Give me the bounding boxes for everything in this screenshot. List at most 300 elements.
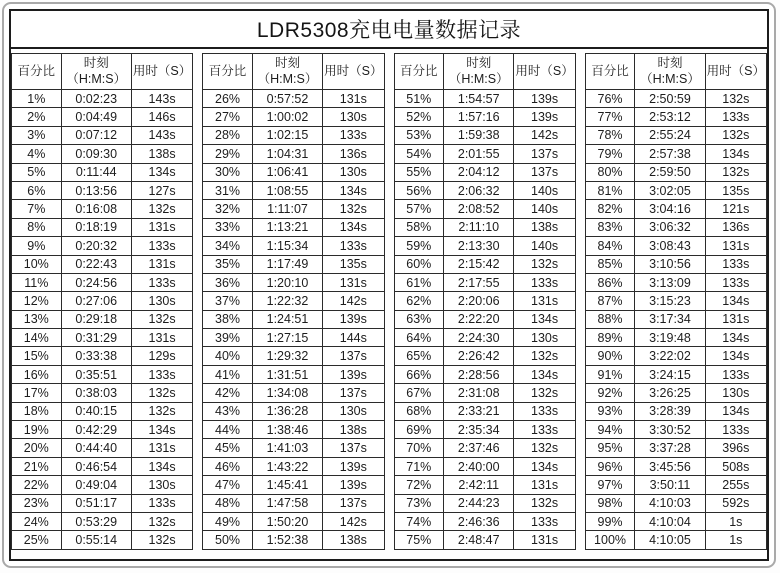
table-row bbox=[585, 292, 766, 310]
cell-time: 2:26:42 bbox=[444, 347, 514, 365]
cell-time: 0:04:49 bbox=[61, 108, 131, 126]
table-row bbox=[203, 329, 384, 347]
cell-percent: 100% bbox=[585, 531, 635, 550]
cell-duration: 133s bbox=[131, 237, 192, 255]
table-body bbox=[394, 90, 575, 550]
table-row bbox=[12, 126, 193, 144]
table-row bbox=[585, 90, 766, 108]
table-body bbox=[203, 90, 384, 550]
cell-percent: 12% bbox=[12, 292, 62, 310]
table-row bbox=[12, 365, 193, 383]
cell-duration: 133s bbox=[131, 494, 192, 512]
table-row bbox=[394, 181, 575, 199]
table-row bbox=[12, 163, 193, 181]
table-row bbox=[394, 237, 575, 255]
table-row bbox=[585, 218, 766, 236]
cell-percent: 17% bbox=[12, 384, 62, 402]
col-header-duration: 用时（S） bbox=[323, 54, 384, 90]
table-row bbox=[12, 384, 193, 402]
table-row bbox=[585, 126, 766, 144]
cell-duration: 131s bbox=[514, 476, 575, 494]
cell-time: 2:01:55 bbox=[444, 145, 514, 163]
table-row bbox=[12, 421, 193, 439]
cell-percent: 37% bbox=[203, 292, 253, 310]
cell-duration: 134s bbox=[514, 457, 575, 475]
cell-percent: 82% bbox=[585, 200, 635, 218]
cell-time: 2:44:23 bbox=[444, 494, 514, 512]
cell-percent: 88% bbox=[585, 310, 635, 328]
table-row bbox=[12, 145, 193, 163]
cell-duration: 129s bbox=[131, 347, 192, 365]
cell-time: 1:52:38 bbox=[252, 531, 322, 550]
cell-percent: 24% bbox=[12, 512, 62, 530]
table-row bbox=[203, 310, 384, 328]
cell-time: 2:20:06 bbox=[444, 292, 514, 310]
cell-time: 1:29:32 bbox=[252, 347, 322, 365]
cell-percent: 73% bbox=[394, 494, 444, 512]
cell-duration: 132s bbox=[514, 255, 575, 273]
cell-duration: 133s bbox=[514, 512, 575, 530]
cell-percent: 8% bbox=[12, 218, 62, 236]
cell-duration: 146s bbox=[131, 108, 192, 126]
header-row bbox=[12, 54, 193, 90]
table-row bbox=[585, 512, 766, 530]
cell-duration: 140s bbox=[514, 200, 575, 218]
cell-duration: 133s bbox=[514, 273, 575, 291]
cell-time: 0:38:03 bbox=[61, 384, 131, 402]
cell-percent: 19% bbox=[12, 421, 62, 439]
cell-time: 2:59:50 bbox=[635, 163, 705, 181]
table-row bbox=[203, 181, 384, 199]
cell-time: 1:43:22 bbox=[252, 457, 322, 475]
cell-percent: 69% bbox=[394, 421, 444, 439]
cell-percent: 97% bbox=[585, 476, 635, 494]
table-row bbox=[203, 200, 384, 218]
cell-percent: 40% bbox=[203, 347, 253, 365]
cell-duration: 1s bbox=[705, 531, 766, 550]
table-row bbox=[585, 273, 766, 291]
table-row bbox=[394, 329, 575, 347]
table-row bbox=[203, 531, 384, 550]
col-header-percent: 百分比 bbox=[203, 54, 253, 90]
cell-time: 4:10:05 bbox=[635, 531, 705, 550]
cell-time: 2:40:00 bbox=[444, 457, 514, 475]
cell-time: 2:11:10 bbox=[444, 218, 514, 236]
cell-time: 3:26:25 bbox=[635, 384, 705, 402]
cell-duration: 132s bbox=[131, 512, 192, 530]
table-row bbox=[585, 329, 766, 347]
cell-duration: 133s bbox=[131, 365, 192, 383]
cell-time: 1:47:58 bbox=[252, 494, 322, 512]
table-row bbox=[394, 347, 575, 365]
cell-duration: 137s bbox=[514, 163, 575, 181]
table-row bbox=[203, 365, 384, 383]
cell-percent: 5% bbox=[12, 163, 62, 181]
data-table-group-4 bbox=[585, 53, 767, 550]
table-row bbox=[585, 163, 766, 181]
data-table-group-3 bbox=[394, 53, 576, 550]
cell-time: 2:55:24 bbox=[635, 126, 705, 144]
cell-time: 0:55:14 bbox=[61, 531, 131, 550]
cell-duration: 132s bbox=[705, 90, 766, 108]
cell-percent: 64% bbox=[394, 329, 444, 347]
cell-percent: 52% bbox=[394, 108, 444, 126]
cell-duration: 134s bbox=[131, 421, 192, 439]
cell-time: 3:24:15 bbox=[635, 365, 705, 383]
cell-percent: 78% bbox=[585, 126, 635, 144]
cell-percent: 86% bbox=[585, 273, 635, 291]
cell-percent: 68% bbox=[394, 402, 444, 420]
cell-time: 1:22:32 bbox=[252, 292, 322, 310]
cell-time: 1:54:57 bbox=[444, 90, 514, 108]
table-row bbox=[203, 512, 384, 530]
cell-duration: 127s bbox=[131, 181, 192, 199]
cell-percent: 13% bbox=[12, 310, 62, 328]
cell-percent: 42% bbox=[203, 384, 253, 402]
table-row bbox=[394, 531, 575, 550]
table-row bbox=[12, 200, 193, 218]
table-row bbox=[585, 365, 766, 383]
cell-time: 3:30:52 bbox=[635, 421, 705, 439]
table-row bbox=[585, 145, 766, 163]
cell-percent: 53% bbox=[394, 126, 444, 144]
cell-time: 0:33:38 bbox=[61, 347, 131, 365]
table-row bbox=[203, 273, 384, 291]
cell-duration: 135s bbox=[705, 181, 766, 199]
cell-duration: 142s bbox=[323, 292, 384, 310]
cell-time: 3:06:32 bbox=[635, 218, 705, 236]
cell-percent: 34% bbox=[203, 237, 253, 255]
cell-percent: 10% bbox=[12, 255, 62, 273]
cell-percent: 58% bbox=[394, 218, 444, 236]
table-body bbox=[585, 90, 766, 550]
cell-percent: 35% bbox=[203, 255, 253, 273]
cell-duration: 396s bbox=[705, 439, 766, 457]
cell-percent: 36% bbox=[203, 273, 253, 291]
cell-duration: 132s bbox=[131, 200, 192, 218]
cell-time: 0:27:06 bbox=[61, 292, 131, 310]
cell-percent: 31% bbox=[203, 181, 253, 199]
cell-duration: 133s bbox=[131, 273, 192, 291]
cell-percent: 72% bbox=[394, 476, 444, 494]
table-row bbox=[12, 402, 193, 420]
table-row bbox=[585, 531, 766, 550]
table-row bbox=[203, 237, 384, 255]
cell-percent: 70% bbox=[394, 439, 444, 457]
cell-percent: 18% bbox=[12, 402, 62, 420]
cell-time: 3:19:48 bbox=[635, 329, 705, 347]
cell-time: 2:08:52 bbox=[444, 200, 514, 218]
cell-duration: 133s bbox=[323, 237, 384, 255]
table-row bbox=[12, 181, 193, 199]
table-row bbox=[203, 421, 384, 439]
cell-percent: 71% bbox=[394, 457, 444, 475]
cell-time: 2:28:56 bbox=[444, 365, 514, 383]
cell-duration: 137s bbox=[514, 145, 575, 163]
cell-percent: 14% bbox=[12, 329, 62, 347]
cell-percent: 91% bbox=[585, 365, 635, 383]
table-row bbox=[203, 163, 384, 181]
cell-percent: 95% bbox=[585, 439, 635, 457]
cell-percent: 65% bbox=[394, 347, 444, 365]
table-row bbox=[394, 292, 575, 310]
cell-time: 1:59:38 bbox=[444, 126, 514, 144]
table-row bbox=[12, 108, 193, 126]
cell-duration: 134s bbox=[705, 329, 766, 347]
cell-time: 1:02:15 bbox=[252, 126, 322, 144]
table-row bbox=[203, 457, 384, 475]
cell-duration: 255s bbox=[705, 476, 766, 494]
table-row bbox=[203, 292, 384, 310]
cell-duration: 140s bbox=[514, 237, 575, 255]
cell-time: 1:04:31 bbox=[252, 145, 322, 163]
cell-time: 1:41:03 bbox=[252, 439, 322, 457]
cell-percent: 61% bbox=[394, 273, 444, 291]
table-row bbox=[394, 512, 575, 530]
cell-percent: 1% bbox=[12, 90, 62, 108]
cell-percent: 48% bbox=[203, 494, 253, 512]
cell-time: 3:04:16 bbox=[635, 200, 705, 218]
cell-time: 3:17:34 bbox=[635, 310, 705, 328]
cell-duration: 137s bbox=[323, 347, 384, 365]
cell-duration: 144s bbox=[323, 329, 384, 347]
cell-percent: 7% bbox=[12, 200, 62, 218]
cell-percent: 22% bbox=[12, 476, 62, 494]
cell-duration: 133s bbox=[514, 421, 575, 439]
cell-percent: 63% bbox=[394, 310, 444, 328]
col-header-time: 时刻 （H:M:S） bbox=[61, 54, 131, 90]
cell-time: 2:57:38 bbox=[635, 145, 705, 163]
table-row bbox=[585, 384, 766, 402]
cell-time: 3:13:09 bbox=[635, 273, 705, 291]
table-row bbox=[203, 439, 384, 457]
cell-duration: 138s bbox=[323, 421, 384, 439]
cell-percent: 21% bbox=[12, 457, 62, 475]
cell-percent: 46% bbox=[203, 457, 253, 475]
cell-percent: 76% bbox=[585, 90, 635, 108]
table-row bbox=[12, 476, 193, 494]
cell-time: 2:42:11 bbox=[444, 476, 514, 494]
cell-time: 0:13:56 bbox=[61, 181, 131, 199]
table-row bbox=[12, 531, 193, 550]
cell-time: 2:06:32 bbox=[444, 181, 514, 199]
page-title: LDR5308充电电量数据记录 bbox=[11, 11, 767, 49]
table-row bbox=[585, 457, 766, 475]
data-record-table bbox=[9, 9, 769, 561]
cell-time: 1:08:55 bbox=[252, 181, 322, 199]
table-row bbox=[585, 494, 766, 512]
table-body bbox=[12, 90, 193, 550]
cell-percent: 57% bbox=[394, 200, 444, 218]
cell-time: 0:20:32 bbox=[61, 237, 131, 255]
cell-time: 0:53:29 bbox=[61, 512, 131, 530]
cell-duration: 132s bbox=[705, 126, 766, 144]
table-row bbox=[585, 439, 766, 457]
table-row bbox=[203, 384, 384, 402]
cell-duration: 138s bbox=[323, 531, 384, 550]
table-row bbox=[12, 494, 193, 512]
cell-time: 2:46:36 bbox=[444, 512, 514, 530]
table-row bbox=[585, 255, 766, 273]
cell-time: 1:15:34 bbox=[252, 237, 322, 255]
cell-percent: 33% bbox=[203, 218, 253, 236]
table-row bbox=[394, 365, 575, 383]
cell-percent: 23% bbox=[12, 494, 62, 512]
cell-percent: 47% bbox=[203, 476, 253, 494]
cell-duration: 133s bbox=[705, 255, 766, 273]
cell-duration: 131s bbox=[131, 218, 192, 236]
table-row bbox=[12, 255, 193, 273]
cell-percent: 80% bbox=[585, 163, 635, 181]
cell-duration: 130s bbox=[131, 476, 192, 494]
table-row bbox=[394, 108, 575, 126]
cell-duration: 131s bbox=[514, 531, 575, 550]
header-row bbox=[394, 54, 575, 90]
col-header-percent: 百分比 bbox=[585, 54, 635, 90]
cell-time: 2:04:12 bbox=[444, 163, 514, 181]
table-row bbox=[394, 310, 575, 328]
table-row bbox=[585, 310, 766, 328]
cell-duration: 130s bbox=[705, 384, 766, 402]
table-row bbox=[585, 200, 766, 218]
cell-time: 3:15:23 bbox=[635, 292, 705, 310]
table-row bbox=[394, 145, 575, 163]
cell-time: 1:11:07 bbox=[252, 200, 322, 218]
table-row bbox=[203, 90, 384, 108]
cell-percent: 98% bbox=[585, 494, 635, 512]
cell-duration: 131s bbox=[705, 237, 766, 255]
cell-percent: 89% bbox=[585, 329, 635, 347]
col-header-percent: 百分比 bbox=[394, 54, 444, 90]
cell-duration: 130s bbox=[323, 402, 384, 420]
cell-duration: 137s bbox=[323, 494, 384, 512]
cell-percent: 50% bbox=[203, 531, 253, 550]
cell-duration: 134s bbox=[705, 402, 766, 420]
cell-percent: 75% bbox=[394, 531, 444, 550]
cell-percent: 55% bbox=[394, 163, 444, 181]
table-row bbox=[585, 181, 766, 199]
table-row bbox=[203, 145, 384, 163]
cell-duration: 592s bbox=[705, 494, 766, 512]
cell-duration: 143s bbox=[131, 90, 192, 108]
cell-percent: 16% bbox=[12, 365, 62, 383]
cell-duration: 138s bbox=[514, 218, 575, 236]
cell-duration: 134s bbox=[131, 163, 192, 181]
cell-time: 0:18:19 bbox=[61, 218, 131, 236]
cell-duration: 134s bbox=[514, 365, 575, 383]
cell-time: 1:57:16 bbox=[444, 108, 514, 126]
cell-duration: 121s bbox=[705, 200, 766, 218]
cell-duration: 133s bbox=[514, 402, 575, 420]
cell-duration: 136s bbox=[323, 145, 384, 163]
cell-percent: 29% bbox=[203, 145, 253, 163]
col-header-duration: 用时（S） bbox=[514, 54, 575, 90]
cell-time: 1:50:20 bbox=[252, 512, 322, 530]
cell-duration: 142s bbox=[514, 126, 575, 144]
cell-percent: 45% bbox=[203, 439, 253, 457]
cell-time: 2:37:46 bbox=[444, 439, 514, 457]
table-row bbox=[394, 384, 575, 402]
cell-percent: 56% bbox=[394, 181, 444, 199]
cell-time: 3:08:43 bbox=[635, 237, 705, 255]
table-row bbox=[203, 494, 384, 512]
cell-duration: 136s bbox=[705, 218, 766, 236]
cell-duration: 143s bbox=[131, 126, 192, 144]
cell-duration: 134s bbox=[705, 145, 766, 163]
table-row bbox=[394, 494, 575, 512]
data-table-group-1 bbox=[11, 53, 193, 550]
cell-time: 3:45:56 bbox=[635, 457, 705, 475]
cell-duration: 133s bbox=[323, 126, 384, 144]
cell-percent: 54% bbox=[394, 145, 444, 163]
cell-duration: 130s bbox=[514, 329, 575, 347]
table-row bbox=[585, 108, 766, 126]
table-row bbox=[394, 255, 575, 273]
cell-percent: 93% bbox=[585, 402, 635, 420]
cell-duration: 131s bbox=[131, 329, 192, 347]
cell-time: 0:29:18 bbox=[61, 310, 131, 328]
table-row bbox=[585, 421, 766, 439]
cell-percent: 3% bbox=[12, 126, 62, 144]
cell-time: 0:16:08 bbox=[61, 200, 131, 218]
table-row bbox=[394, 476, 575, 494]
cell-percent: 39% bbox=[203, 329, 253, 347]
cell-duration: 139s bbox=[323, 310, 384, 328]
col-header-time: 时刻 （H:M:S） bbox=[635, 54, 705, 90]
cell-duration: 139s bbox=[323, 476, 384, 494]
cell-time: 0:35:51 bbox=[61, 365, 131, 383]
cell-percent: 59% bbox=[394, 237, 444, 255]
cell-time: 2:17:55 bbox=[444, 273, 514, 291]
cell-percent: 84% bbox=[585, 237, 635, 255]
cell-duration: 137s bbox=[323, 439, 384, 457]
table-row bbox=[394, 457, 575, 475]
cell-duration: 134s bbox=[705, 347, 766, 365]
cell-percent: 44% bbox=[203, 421, 253, 439]
cell-time: 2:22:20 bbox=[444, 310, 514, 328]
cell-time: 4:10:04 bbox=[635, 512, 705, 530]
table-row bbox=[203, 108, 384, 126]
cell-duration: 131s bbox=[131, 255, 192, 273]
cell-duration: 135s bbox=[323, 255, 384, 273]
cell-time: 0:02:23 bbox=[61, 90, 131, 108]
cell-duration: 133s bbox=[705, 108, 766, 126]
table-row bbox=[12, 457, 193, 475]
cell-time: 0:49:04 bbox=[61, 476, 131, 494]
table-row bbox=[585, 347, 766, 365]
table-row bbox=[12, 310, 193, 328]
cell-time: 2:33:21 bbox=[444, 402, 514, 420]
table-row bbox=[12, 273, 193, 291]
cell-time: 1:45:41 bbox=[252, 476, 322, 494]
cell-time: 3:10:56 bbox=[635, 255, 705, 273]
cell-time: 0:42:29 bbox=[61, 421, 131, 439]
cell-time: 1:34:08 bbox=[252, 384, 322, 402]
cell-duration: 130s bbox=[131, 292, 192, 310]
cell-time: 4:10:03 bbox=[635, 494, 705, 512]
cell-time: 1:13:21 bbox=[252, 218, 322, 236]
cell-time: 1:31:51 bbox=[252, 365, 322, 383]
cell-duration: 508s bbox=[705, 457, 766, 475]
table-row bbox=[203, 255, 384, 273]
table-row bbox=[394, 439, 575, 457]
cell-percent: 79% bbox=[585, 145, 635, 163]
cell-duration: 139s bbox=[323, 457, 384, 475]
cell-time: 3:02:05 bbox=[635, 181, 705, 199]
header-row bbox=[203, 54, 384, 90]
table-row bbox=[12, 90, 193, 108]
cell-duration: 133s bbox=[705, 421, 766, 439]
